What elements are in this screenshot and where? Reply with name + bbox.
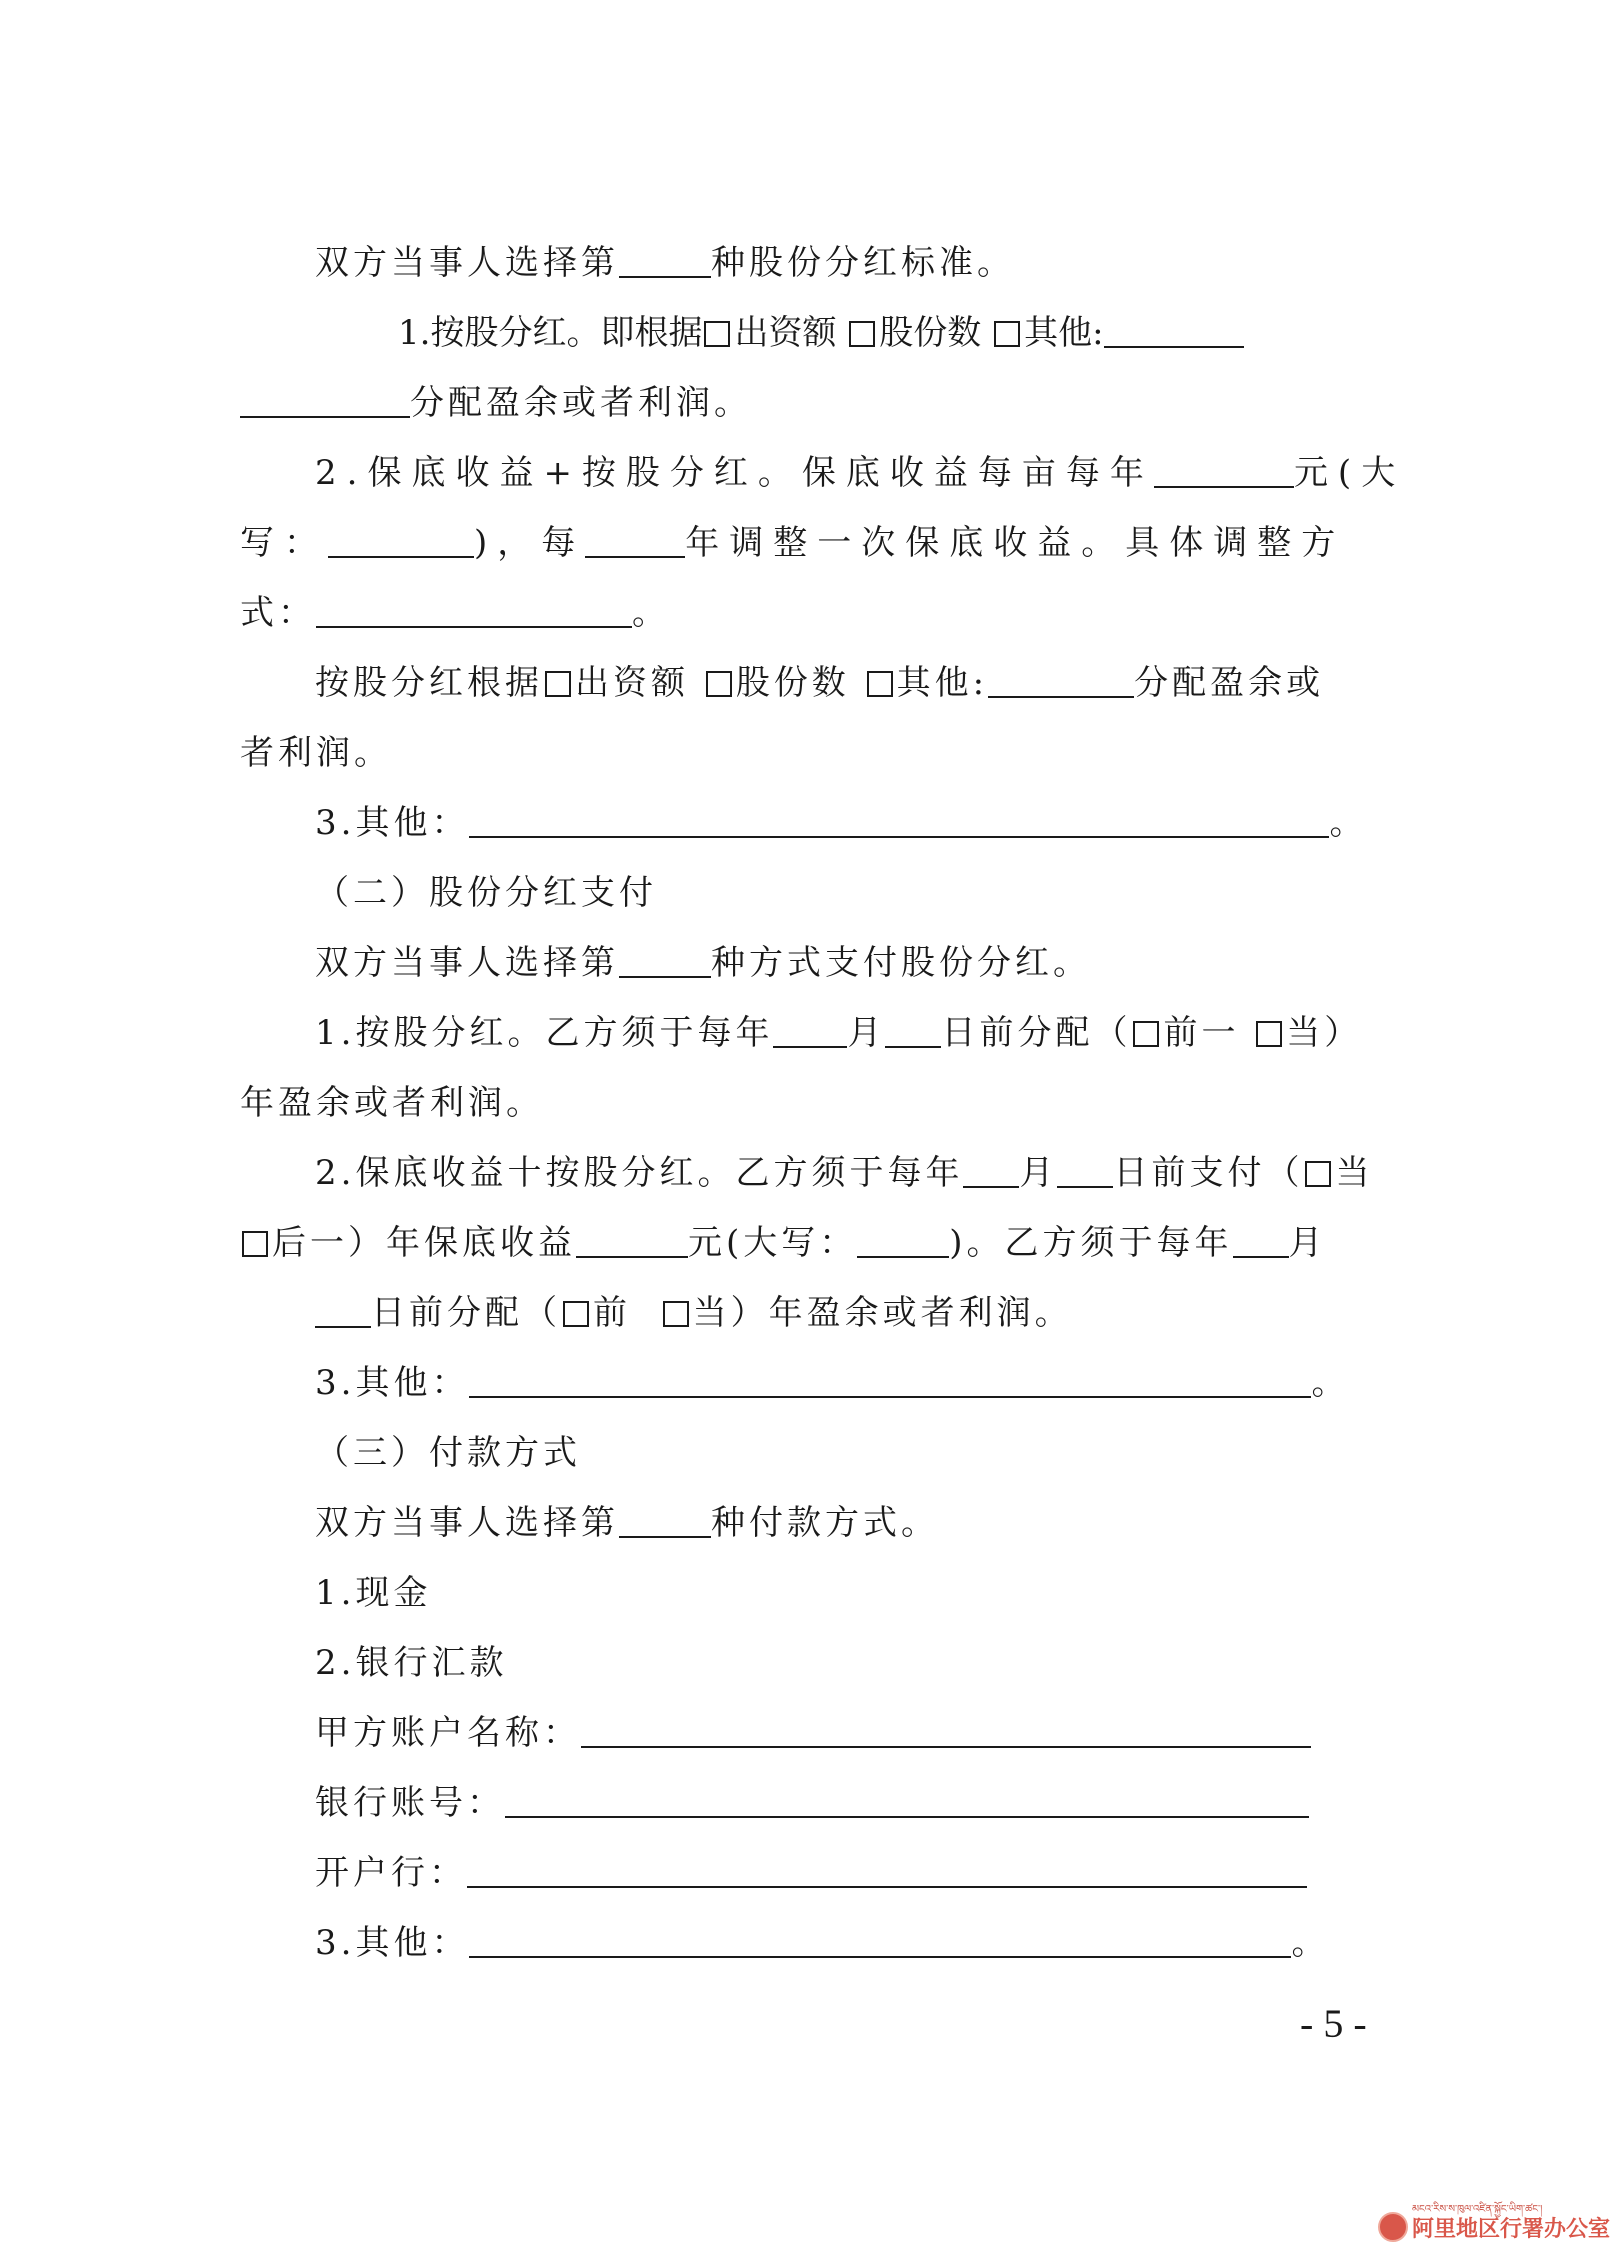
other-blank[interactable] bbox=[1104, 312, 1244, 348]
opening-bank: 开户行： bbox=[315, 1838, 1415, 1908]
payment-method-choice: 双方当事人选择第 种方式支付股份分红。 bbox=[315, 943, 1091, 983]
other-option-blank[interactable] bbox=[469, 802, 1329, 838]
payment-type-choice: 双方当事人选择第 种付款方式。 bbox=[315, 1503, 939, 1543]
payment-type-cash: 1.现金 bbox=[315, 1573, 432, 1613]
choice-blank[interactable] bbox=[619, 242, 711, 278]
checkbox-previous[interactable] bbox=[563, 1301, 589, 1327]
option-2-continuation: 者利润。 bbox=[240, 733, 392, 773]
payment-option-2-distribution: 日前分配（ 前 当）年盈余或者利润。 bbox=[315, 1278, 1415, 1348]
checkbox-other-2[interactable] bbox=[867, 671, 893, 697]
month-blank[interactable] bbox=[773, 1012, 847, 1048]
payment-type-other-blank[interactable] bbox=[469, 1922, 1291, 1958]
party-a-account-name: 甲方账户名称： bbox=[315, 1698, 1415, 1768]
option-3-other: 3.其他： 。 bbox=[315, 803, 1368, 843]
payment-option-2-continuation: 后一）年保底收益 元(大写： )。乙方须于每年 月 bbox=[240, 1208, 1340, 1278]
checkbox-current-year[interactable] bbox=[1256, 1021, 1282, 1047]
amount-in-words-blank[interactable] bbox=[328, 522, 474, 558]
payment-type-bank-transfer: 2.银行汇款 bbox=[315, 1643, 508, 1683]
other-blank-continued[interactable] bbox=[240, 382, 410, 418]
emblem-icon bbox=[1378, 2212, 1408, 2242]
checkbox-shares[interactable] bbox=[849, 321, 875, 347]
account-name-blank[interactable] bbox=[581, 1712, 1311, 1748]
checkbox-other[interactable] bbox=[994, 321, 1020, 347]
guaranteed-amount-blank[interactable] bbox=[576, 1222, 688, 1258]
payment-option-3-other: 3.其他： 。 bbox=[315, 1363, 1350, 1403]
checkbox-capital[interactable] bbox=[704, 321, 730, 347]
checkbox-capital-2[interactable] bbox=[545, 671, 571, 697]
stamp-tibetan-text: མངའ་རིས་ས་ཁུལ་འཛིན་སྐྱོང་ཡིག་ཚང་། bbox=[1412, 2204, 1543, 2215]
dividend-standard-choice: 双方当事人选择第 种股份分红标准。 bbox=[315, 243, 1015, 283]
payment-type-other: 3.其他： 。 bbox=[315, 1923, 1330, 1963]
option-2-share-basis: 按股分红根据 出资额 股份数 其他: 分配盈余或 bbox=[315, 663, 1325, 703]
option-2-adjustment: 写： )，每 年调整一次保底收益。具体调整方 bbox=[240, 523, 1346, 563]
day-blank-2[interactable] bbox=[1057, 1152, 1113, 1188]
other-blank-2[interactable] bbox=[988, 662, 1134, 698]
payment-option-1-continuation: 年盈余或者利润。 bbox=[240, 1083, 544, 1123]
day-blank[interactable] bbox=[885, 1012, 941, 1048]
checkbox-next-year[interactable] bbox=[242, 1231, 268, 1257]
checkbox-previous-year[interactable] bbox=[1133, 1021, 1159, 1047]
month-blank-2[interactable] bbox=[963, 1152, 1019, 1188]
payment-type-blank[interactable] bbox=[619, 1502, 711, 1538]
checkbox-current[interactable] bbox=[1305, 1161, 1331, 1187]
bank-account-number: 银行账号： bbox=[315, 1768, 1415, 1838]
payment-choice-blank[interactable] bbox=[619, 942, 711, 978]
account-number-blank[interactable] bbox=[505, 1782, 1309, 1818]
office-logo-stamp bbox=[1378, 2196, 1610, 2245]
payment-other-blank[interactable] bbox=[469, 1362, 1311, 1398]
option-1-share-dividend: 1.按股分红。即根据 出资额 股份数 其他: bbox=[398, 298, 1498, 368]
section-heading-dividend-payment: （二）股份分红支付 bbox=[315, 873, 657, 913]
stamp-label: 阿里地区行署办公室 bbox=[1412, 2217, 1610, 2242]
adjust-method-blank[interactable] bbox=[316, 592, 632, 628]
section-heading-payment-method: （三）付款方式 bbox=[315, 1433, 581, 1473]
day-blank-3[interactable] bbox=[315, 1292, 371, 1328]
amount-per-mu-blank[interactable] bbox=[1154, 452, 1294, 488]
amount-words-blank-2[interactable] bbox=[857, 1222, 949, 1258]
option-1-continuation: 分配盈余或者利润。 bbox=[240, 368, 1340, 438]
option-2-adjust-method: 式： 。 bbox=[240, 593, 670, 633]
payment-option-2: 2.保底收益十按股分红。乙方须于每年 月 日前支付（ 当 bbox=[315, 1153, 1374, 1193]
month-blank-3[interactable] bbox=[1233, 1222, 1289, 1258]
page-number: - 5 - bbox=[1300, 2001, 1367, 2046]
checkbox-current-2[interactable] bbox=[663, 1301, 689, 1327]
payment-option-1: 1.按股分红。乙方须于每年 月 日前分配（ 前一 当） bbox=[315, 1013, 1363, 1053]
adjust-years-blank[interactable] bbox=[585, 522, 685, 558]
opening-bank-blank[interactable] bbox=[467, 1852, 1307, 1888]
option-2-guaranteed-income: 2.保底收益+按股分红。保底收益每亩每年 元(大 bbox=[315, 453, 1406, 493]
checkbox-shares-2[interactable] bbox=[706, 671, 732, 697]
